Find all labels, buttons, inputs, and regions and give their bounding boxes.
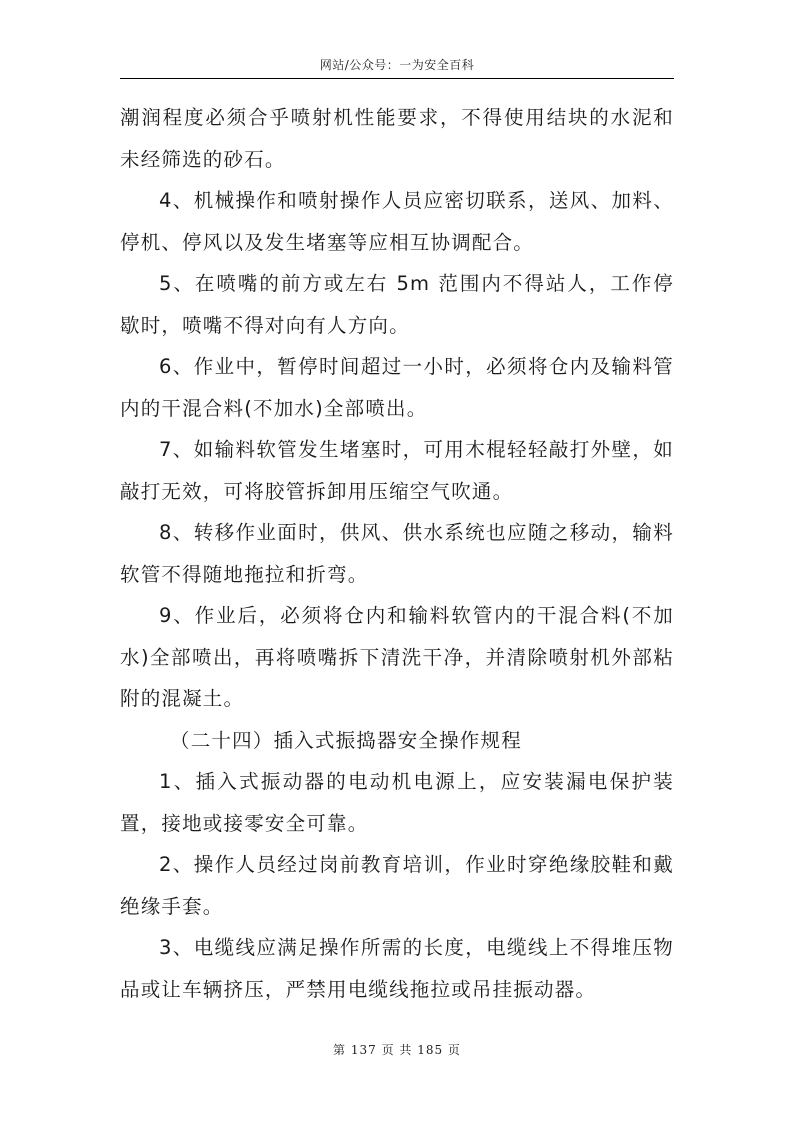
paragraph-item-7: 7、如输料软管发生堵塞时，可用木棍轻轻敲打外壁，如敲打无效，可将胶管拆卸用压缩空气吹通。: [120, 438, 674, 503]
section-paragraph-item-3: 3、电缆线应满足操作所需的长度，电缆线上不得堆压物品或让车辆挤压，严禁用电缆线拖拉或吊挂振动器。: [120, 936, 674, 1001]
header-divider: [120, 78, 674, 79]
paragraph-item-5: 5、在喷嘴的前方或左右 5m 范围内不得站人，工作停歇时，喷嘴不得对向有人方向。: [120, 272, 674, 337]
paragraph-item-6: 6、作业中，暂停时间超过一小时，必须将仓内及输料管内的干混合料(不加水)全部喷出。: [120, 355, 674, 420]
page-footer: 第 137 页 共 185 页: [333, 1043, 461, 1057]
paragraph-item-8: 8、转移作业面时，供风、供水系统也应随之移动，输料软管不得随地拖拉和折弯。: [120, 521, 674, 586]
section-heading: （二十四）插入式振捣器安全操作规程: [170, 728, 522, 752]
paragraph-item-9: 9、作业后，必须将仓内和输料软管内的干混合料(不加水)全部喷出，再将喷嘴拆下清洗干净，并清除喷射机外部粘附的混凝土。: [120, 604, 674, 710]
section-paragraph-item-1: 1、插入式振动器的电动机电源上，应安装漏电保护装置，接地或接零安全可靠。: [120, 770, 674, 835]
page-header: 网站/公众号：一为安全百科: [319, 58, 475, 72]
paragraph-continuation: 潮润程度必须合乎喷射机性能要求，不得使用结块的水泥和未经筛选的砂石。: [120, 106, 674, 171]
document-body: [120, 97, 674, 1010]
paragraph-item-4: 4、机械操作和喷射操作人员应密切联系，送风、加料、停机、停风以及发生堵塞等应相互协调配合。: [120, 189, 674, 254]
section-paragraph-item-2: 2、操作人员经过岗前教育培训，作业时穿绝缘胶鞋和戴绝缘手套。: [120, 853, 674, 918]
